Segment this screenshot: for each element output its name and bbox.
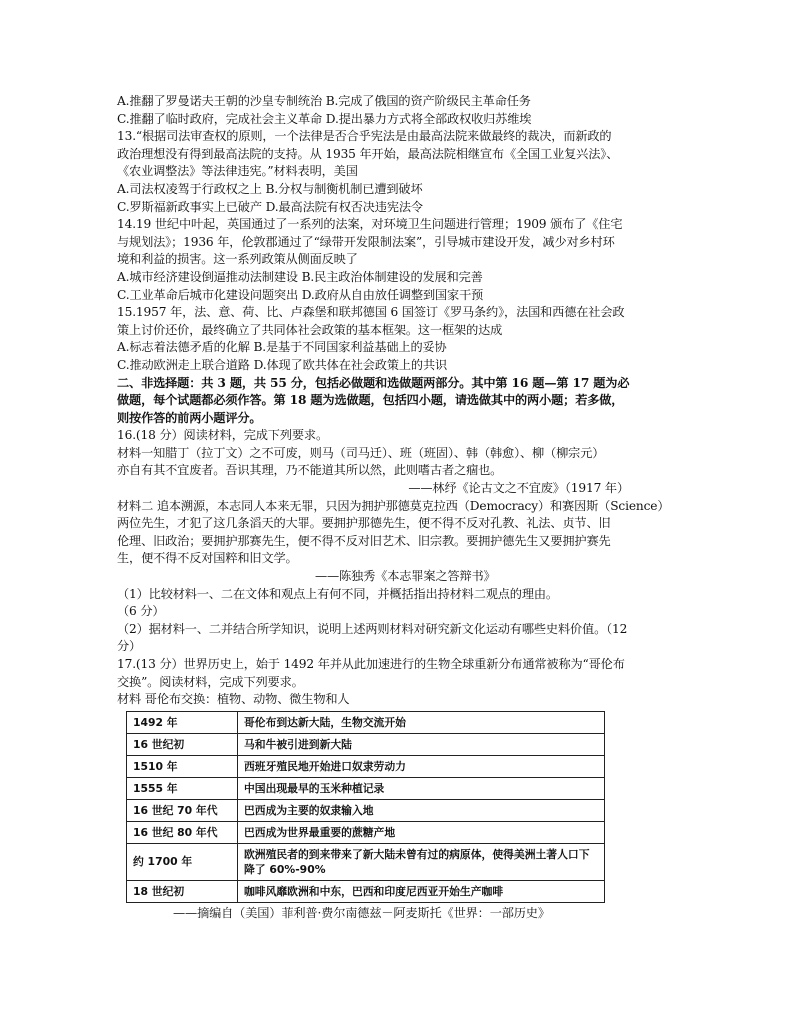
q16-material2-line: 材料二 追本溯源，本志同人本来无罪，只因为拥护那德莫克拉西（Democracy）和赛因斯（Science） xyxy=(117,498,670,513)
q16-intro: 16.(18 分）阅读材料，完成下列要求。 xyxy=(117,428,328,443)
table-row xyxy=(127,843,605,880)
q17-intro: 交换”。阅读材料，完成下列要求。 xyxy=(117,674,304,689)
questions-12-15 xyxy=(117,93,677,375)
question-line: C.推翻了临时政府，完成社会主义革命 D.提出暴力方式将全部政权收归苏维埃 xyxy=(117,111,532,126)
table-cell-event: 咖啡风靡欧洲和中东，巴西和印度尼西亚开始生产咖啡 xyxy=(238,880,605,902)
q16-material1-line: 材料一知腊丁（拉丁文）之不可废，则马（司马迁）、班（班固）、韩（韩愈）、柳（柳宗元） xyxy=(117,445,605,460)
q16-subq2-score: 分） xyxy=(117,639,142,654)
table-cell-event: 巴西成为主要的奴隶输入地 xyxy=(238,799,605,821)
table-cell-event: 哥伦布到达新大陆，生物交流开始 xyxy=(238,711,605,733)
exam-page xyxy=(117,93,677,922)
q16-subq1: （1）比较材料一、二在文体和观点上有何不同，并概括指出持材料二观点的理由。 xyxy=(117,586,558,601)
question-line: C.罗斯福新政事实上已破产 D.最高法院有权否决违宪法令 xyxy=(117,199,423,214)
q16-material2-line: 两位先生，才犯了这几条滔天的大罪。要拥护那德先生，便不得不反对孔教、礼法、贞节、旧 xyxy=(117,516,611,531)
question-line: A.推翻了罗曼诺夫王朝的沙皇专制统治 B.完成了俄国的资产阶级民主革命任务 xyxy=(117,94,531,108)
question-line: 13.“根据司法审查权的原则，一个法律是否合乎宪法是由最高法院来做最终的裁决，而新政的 xyxy=(117,129,612,144)
q16-material2-line: 生，便不得不反对国粹和旧文学。 xyxy=(117,551,298,566)
section-heading-line: 做题，每个试题都必须作答。第 18 题为选做题，包括四小题，请选做其中的两小题；若多做， xyxy=(117,393,624,408)
q17-source: ——摘编自（美国）菲利普·费尔南德兹－阿麦斯托《世界：一部历史》 xyxy=(173,905,550,920)
q16-material1-line: 亦自有其不宜废者。吾识其理，乃不能道其所以然，此则嗜古者之痼也。 xyxy=(117,463,503,478)
table-cell-date: 1555 年 xyxy=(127,777,238,799)
columbian-exchange-table xyxy=(126,711,605,903)
question-line: C.推动欧洲走上联合道路 D.体现了欧共体在社会政策上的共识 xyxy=(117,357,448,372)
table-cell-event: 欧洲殖民者的到来带来了新大陆未曾有过的病原体，使得美洲土著人口下降了 60%-90% xyxy=(238,843,605,880)
table-cell-event: 巴西成为世界最重要的蔗糖产地 xyxy=(238,821,605,843)
question-line: C.工业革命后城市化建设问题突出 D.政府从自由放任调整到国家干预 xyxy=(117,287,484,302)
q16-material2-line: 伦理、旧政治；要拥护那赛先生，便不得不反对旧艺术、旧宗教。要拥护德先生又要拥护赛先 xyxy=(117,533,611,548)
table-cell-date: 16 世纪 80 年代 xyxy=(127,821,238,843)
section-heading-line: 二、非选择题：共 3 题，共 55 分，包括必做题和选做题两部分。其中第 16 题—第 17 题为必 xyxy=(117,375,630,390)
table-row xyxy=(127,711,605,733)
q16-subq1-score: （6 分） xyxy=(117,604,165,619)
question-line: 14.19 世纪中叶起，英国通过了一系列的法案，对环境卫生问题进行管理；1909 颁布了《住宅 xyxy=(117,217,623,232)
table-row xyxy=(127,755,605,777)
q16-subq2: （2）据材料一、二并结合所学知识，说明上述两则材料对研究新文化运动有哪些史料价值。（12 xyxy=(117,621,628,636)
question-line: 策上讨价还价，最终确立了共同体社会政策的基本框架。这一框架的达成 xyxy=(117,322,503,337)
question-line: 政治理想没有得到最高法院的支持。从 1935 年开始，最高法院相继宣布《全国工业复兴法》、 xyxy=(117,146,619,161)
question-16 xyxy=(117,427,677,656)
question-line: 《农业调整法》等法律违宪。”材料表明，美国 xyxy=(117,164,358,179)
question-line: A.标志着法德矛盾的化解 B.是基于不同国家利益基础上的妥协 xyxy=(117,340,447,355)
table-row xyxy=(127,733,605,755)
question-line: 与规划法》；1936 年，伦敦郡通过了“绿带开发限制法案”，引导城市建设开发，减少对乡村环 xyxy=(117,234,615,249)
table-cell-event: 西班牙殖民地开始进口奴隶劳动力 xyxy=(238,755,605,777)
section-heading-line: 则按作答的前两小题评分。 xyxy=(117,410,262,425)
q17-intro: 17.(13 分）世界历史上，始于 1492 年并从此加速进行的生物全球重新分布通常被称为“哥伦布 xyxy=(117,657,625,671)
table-row xyxy=(127,821,605,843)
q16-material1-source: ——林纾《论古文之不宜废》（1917 年） xyxy=(408,481,629,496)
table-cell-date: 1492 年 xyxy=(127,711,238,733)
q16-material2-source: ——陈独秀《本志罪案之答辩书》 xyxy=(315,569,496,584)
question-line: A.城市经济建设倒逼推动法制建设 B.民主政治体制建设的发展和完善 xyxy=(117,269,483,284)
q17-material-label: 材料 哥伦布交换：植物、动物、微生物和人 xyxy=(117,692,350,707)
table-cell-event: 马和牛被引进到新大陆 xyxy=(238,733,605,755)
table-row xyxy=(127,880,605,902)
table-cell-date: 约 1700 年 xyxy=(127,843,238,880)
table-row xyxy=(127,799,605,821)
table-cell-event: 中国出现最早的玉米种植记录 xyxy=(238,777,605,799)
table-cell-date: 16 世纪 70 年代 xyxy=(127,799,238,821)
table-cell-date: 18 世纪初 xyxy=(127,880,238,902)
question-line: A.司法权凌驾于行政权之上 B.分权与制衡机制已遭到破坏 xyxy=(117,181,423,196)
section-2-heading xyxy=(117,375,677,428)
question-line: 境和利益的损害。这一系列政策从侧面反映了 xyxy=(117,252,358,267)
table-cell-date: 16 世纪初 xyxy=(127,733,238,755)
table-row xyxy=(127,777,605,799)
question-17 xyxy=(117,656,677,922)
table-cell-date: 1510 年 xyxy=(127,755,238,777)
question-line: 15.1957 年，法、意、荷、比、卢森堡和联邦德国 6 国签订《罗马条约》，法国和西德在社会政 xyxy=(117,305,625,320)
